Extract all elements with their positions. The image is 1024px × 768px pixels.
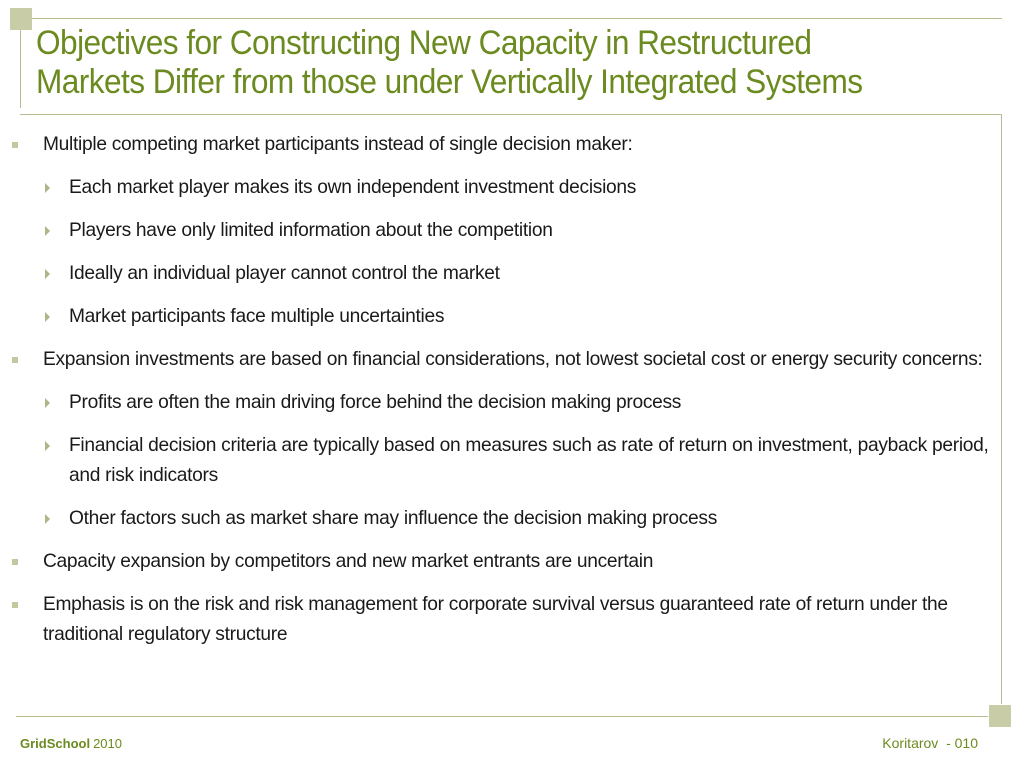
triangle-bullet-icon — [45, 514, 50, 524]
decorative-square-top-left — [10, 8, 32, 30]
footer-brand-name: GridSchool — [20, 736, 91, 751]
triangle-bullet-icon — [45, 312, 50, 322]
sub-bullet-item: Financial decision criteria are typically based on measures such as rate of return on investment, payback period, and risk indicators — [0, 431, 1000, 491]
square-bullet-icon — [12, 602, 18, 608]
triangle-bullet-icon — [45, 226, 50, 236]
bullet-item: Emphasis is on the risk and risk management for corporate survival versus guaranteed rate of return under the traditional regulatory structure — [0, 590, 1000, 650]
sub-bullet-item: Players have only limited information about the competition — [0, 216, 1000, 246]
bullet-list — [0, 130, 1000, 663]
triangle-bullet-icon — [45, 441, 50, 451]
sub-bullet-item: Market participants face multiple uncertainties — [0, 302, 1000, 332]
square-bullet-icon — [12, 357, 18, 363]
frame-line-bottom — [16, 716, 988, 717]
triangle-bullet-icon — [45, 269, 50, 279]
bullet-item: Expansion investments are based on financial considerations, not lowest societal cost or energy security concerns: — [0, 345, 1000, 375]
sub-bullet-item: Ideally an individual player cannot control the market — [0, 259, 1000, 289]
frame-line-left — [20, 30, 21, 108]
footer-page-label: Koritarov - 010 — [882, 735, 978, 751]
sub-bullet-item: Profits are often the main driving force behind the decision making process — [0, 388, 1000, 418]
triangle-bullet-icon — [45, 398, 50, 408]
sub-bullet-item: Other factors such as market share may influence the decision making process — [0, 504, 1000, 534]
footer-brand — [20, 736, 122, 752]
frame-line-title-divider — [20, 114, 1002, 115]
triangle-bullet-icon — [45, 183, 50, 193]
square-bullet-icon — [12, 142, 18, 148]
slide-title — [36, 24, 929, 102]
footer-year: 2010 — [93, 736, 122, 751]
frame-line-top — [32, 18, 1002, 19]
bullet-item: Capacity expansion by competitors and new market entrants are uncertain — [0, 547, 1000, 577]
frame-line-right — [1001, 114, 1002, 704]
slide-title-line-2: Markets Differ from those under Vertically Integrated Systems — [36, 63, 863, 101]
bullet-item: Multiple competing market participants instead of single decision maker: — [0, 130, 1000, 160]
sub-bullet-item: Each market player makes its own independent investment decisions — [0, 173, 1000, 203]
decorative-square-bottom-right — [989, 705, 1011, 727]
slide-title-line-1: Objectives for Constructing New Capacity in Restructured — [36, 24, 812, 62]
square-bullet-icon — [12, 559, 18, 565]
